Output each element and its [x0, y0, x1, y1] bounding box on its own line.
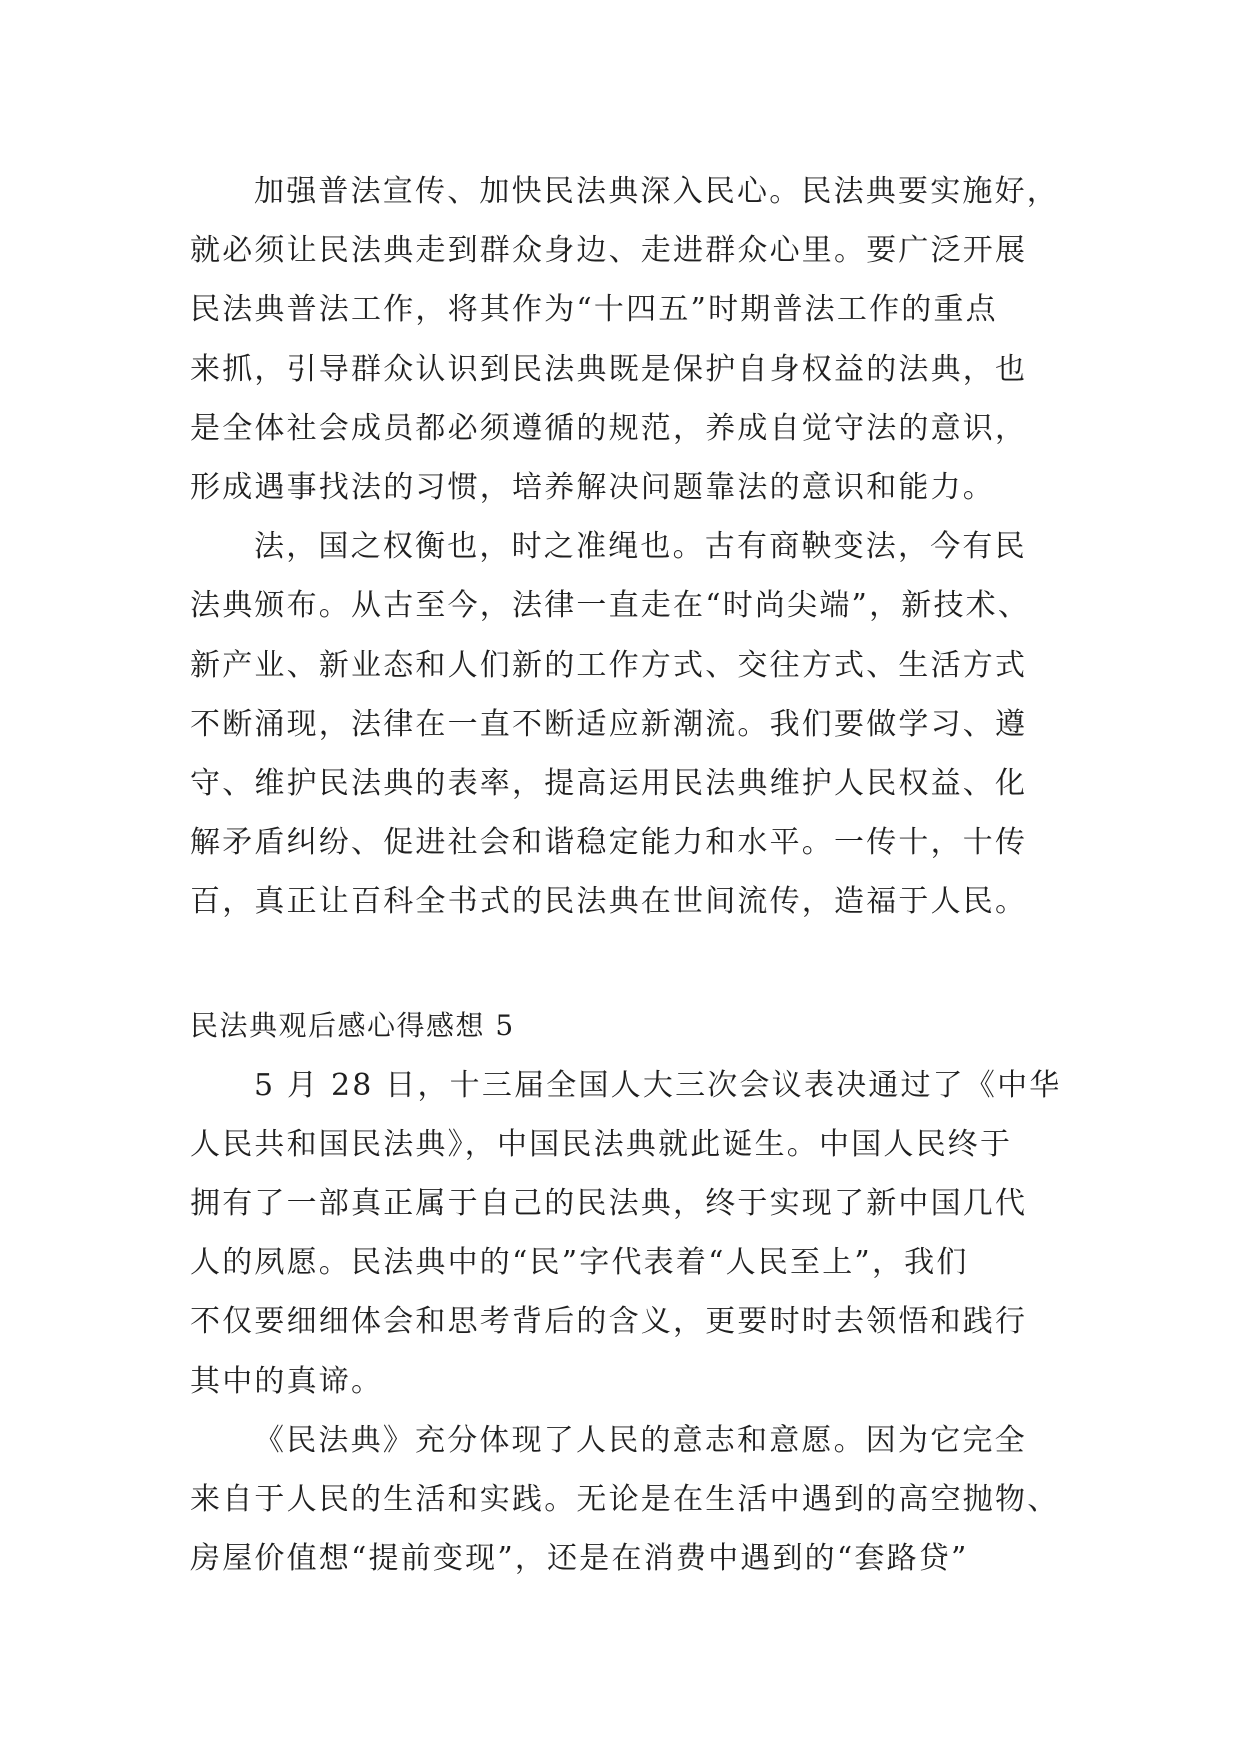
paragraph-line: 其中的真谛。: [190, 1363, 384, 1399]
paragraph-line: 法，国之权衡也，时之准绳也。古有商鞅变法，今有民: [254, 529, 1027, 565]
paragraph-line: 是全体社会成员都必须遵循的规范，养成自觉守法的意识，: [190, 410, 1028, 446]
paragraph-line: 《民法典》充分体现了人民的意志和意愿。因为它完全: [254, 1422, 1027, 1458]
paragraph-line: 就必须让民法典走到群众身边、走进群众心里。要广泛开展: [190, 233, 1028, 269]
paragraph-line: 新产业、新业态和人们新的工作方式、交往方式、生活方式: [190, 647, 1028, 683]
paragraph-line: 5 月 28 日，十三届全国人大三次会议表决通过了《中华: [254, 1067, 1062, 1103]
paragraph-4: [190, 1411, 1060, 1589]
paragraph-line: 房屋价值想“提前变现”，还是在消费中遇到的“套路贷”: [190, 1541, 969, 1577]
paragraph-line: 民法典普法工作，将其作为“十四五”时期普法工作的重点: [190, 292, 998, 328]
paragraph-2: [190, 517, 1060, 931]
paragraph-line: 加强普法宣传、加快民法典深入民心。民法典要实施好，: [254, 174, 1059, 209]
paragraph-line: 拥有了一部真正属于自己的民法典，终于实现了新中国几代: [190, 1186, 1028, 1222]
paragraph-line: 不仅要细细体会和思考背后的含义，更要时时去领悟和践行: [190, 1304, 1028, 1340]
document-body: [190, 162, 1060, 1588]
paragraph-line: 不断涌现，法律在一直不断适应新潮流。我们要做学习、遵: [190, 706, 1028, 742]
section-gap: [190, 932, 1060, 996]
paragraph-1: [190, 162, 1060, 517]
paragraph-line: 解矛盾纠纷、促进社会和谐稳定能力和水平。一传十，十传: [190, 825, 1028, 861]
paragraph-3: [190, 1056, 1060, 1411]
paragraph-line: 守、维护民法典的表率，提高运用民法典维护人民权益、化: [190, 766, 1028, 802]
paragraph-line: 来自于人民的生活和实践。无论是在生活中遇到的高空抛物、: [190, 1482, 1060, 1518]
paragraph-line: 形成遇事找法的习惯，培养解决问题靠法的意识和能力。: [190, 470, 995, 506]
paragraph-line: 来抓，引导群众认识到民法典既是保护自身权益的法典，也: [190, 351, 1028, 387]
paragraph-line: 人的夙愿。民法典中的“民”字代表着“人民至上”，我们: [190, 1245, 969, 1281]
paragraph-line: 百，真正让百科全书式的民法典在世间流传，造福于人民。: [190, 884, 1028, 920]
paragraph-line: 人民共和国民法典》，中国民法典就此诞生。中国人民终于: [190, 1126, 1013, 1162]
paragraph-line: 法典颁布。从古至今，法律一直走在“时尚尖端”，新技术、: [190, 588, 1031, 624]
section-title: 民法典观后感心得感想 5: [190, 1008, 515, 1042]
